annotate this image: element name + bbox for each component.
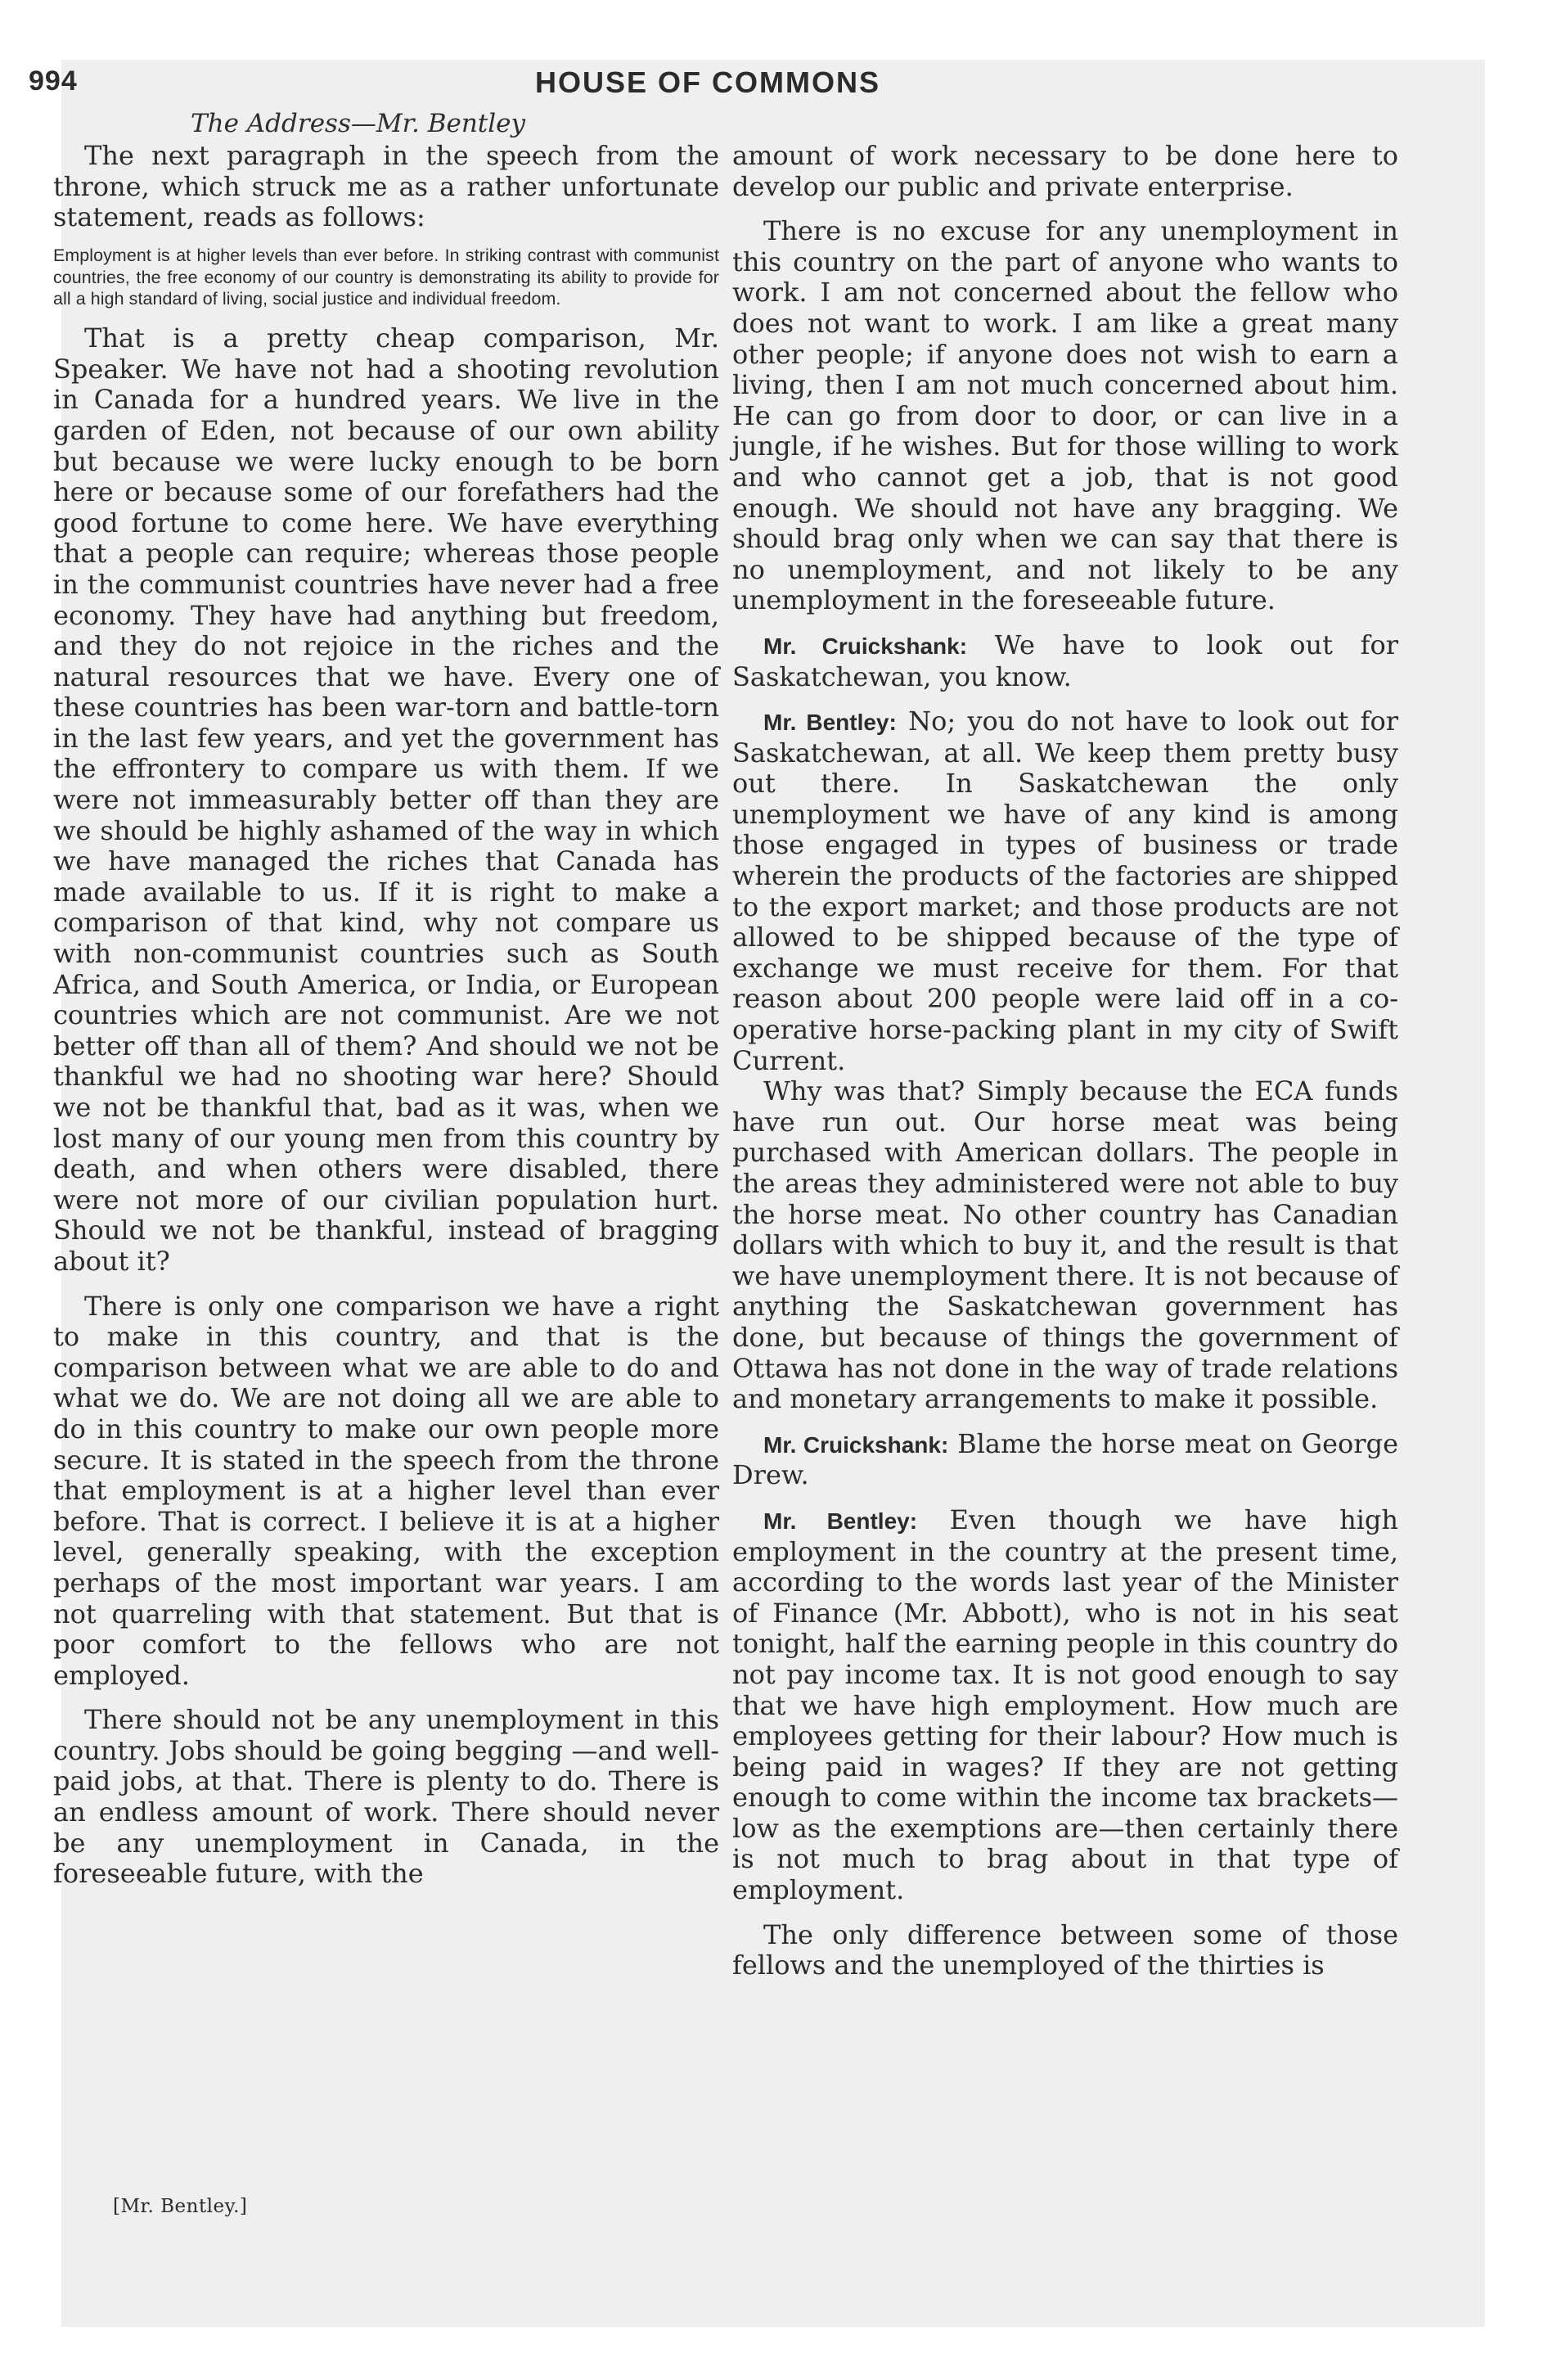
paragraph: Why was that? Simply because the ECA funds have run out. Our horse meat was being purchased with American dollars. The people in the areas they administered were not able to buy the horse meat. No other country has Canadian dollars with which to buy it, and the result is that we have unemployment there. It is not because of anything the Saskatchewan government has done, but because of things the government of Ottawa has not done in the way of trade relations and monetary arrangements to make it possible. (732, 1075, 1398, 1415)
right-column (732, 141, 1398, 1981)
footer-speaker-ref: [Mr. Bentley.] (113, 2196, 248, 2217)
speech-entry (732, 1505, 1398, 1906)
paragraph: The next paragraph in the speech from the throne, which struck me as a rather unfortunate statement, reads as follows: (53, 140, 719, 233)
paragraph: There should not be any unemployment in this country. Jobs should be going begging —and well-paid jobs, at that. There is plenty to do. There is an endless amount of work. There should never be any unemployment in Canada, in the foreseeable future, with the (53, 1704, 719, 1890)
paragraph: That is a pretty cheap comparison, Mr. Speaker. We have not had a shooting revolution in Canada for a hundred years. We live in the garden of Eden, not because of our own ability but because we were lucky enough to be born here or because some of our forefathers had the good fortune to come here. We have everything that a people can require; whereas those people in the communist countries have never had a free economy. They have had anything but freedom, and they do not rejoice in the riches and the natural resources that we have. Every one of these countries has been war-torn and battle-torn in the last few years, and yet the government has the effrontery to compare us with them. If we were not immeasurably better off than they are we should be highly ashamed of the way in which we have managed the riches that Canada has made available to us. If it is right to make a comparison of that kind, why not compare us with non-communist countries such as South Africa, and South America, or India, or European countries which are not communist. Are we not better off than all of them? And should we not be thankful we had no shooting war here? Should we not be thankful that, bad as it was, when we lost many of our young men from this country by death, and when others were disabled, there were not more of our civilian population hurt. Should we not be thankful, instead of bragging about it? (53, 322, 719, 1277)
speaker-name: Mr. Bentley: (763, 1508, 918, 1534)
page-number: 994 (29, 65, 78, 97)
speech-text: We have to look out for Saskatchewan, you know. (732, 629, 1399, 692)
paragraph: There is only one comparison we have a right to make in this country, and that is the comparison between what we are able to do and what we do. We are not doing all we are able to do in this country to make our own people more secure. It is stated in the speech from the throne that employment is at a higher level than ever before. That is correct. I believe it is at a higher level, generally speaking, with the exception perhaps of the most important war years. I am not quarreling with that statement. But that is poor comfort to the fellows who are not employed. (53, 1290, 719, 1691)
speech-text: Blame the horse meat on George Drew. (732, 1427, 1398, 1491)
speaker-name: Mr. Cruickshank: (763, 1431, 949, 1458)
left-column (53, 141, 719, 1890)
speech-text: Even though we have high employment in the country at the present time, according to the words last year of the Minister of Finance (Mr. Abbott), who is not in his seat tonight, half the earning people in this country do not pay income tax. It is not good enough to say that we have high employment. How much are employees getting for their labour? How much is being paid in wages? If they are not getting enough to come within the income tax brackets—low as the exemptions are—then certainly there is not much to brag about in that type of employment. (732, 1503, 1399, 1906)
page-header (29, 65, 1387, 115)
quote-paragraph: Employment is at higher levels than ever before. In striking contrast with communist countries, the free economy of our country is demonstrating its ability to provide for all a high standard of living, social justice and individual freedom. (53, 245, 719, 309)
speech-text: No; you do not have to look out for Saskatchewan, at all. We keep them pretty busy out there. In Saskatchewan the only unemployment we have of any kind is among those engaged in types of business or trade wherein the products of the factories are shipped to the export market; and those products are not allowed to be shipped because of the type of exchange we must receive for them. For that reason about 200 people were laid off in a co-operative horse-packing plant in my city of Swift Current. (732, 705, 1399, 1076)
speech-entry (732, 706, 1398, 1076)
speech-entry (732, 630, 1398, 692)
paragraph: There is no excuse for any unemployment in this country on the part of anyone who wants to work. I am not concerned about the fellow who does not want to work. I am like a great many other people; if anyone does not wish to earn a living, then I am not much concerned about him. He can go from door to door, or can live in a jungle, if he wishes. But for those willing to work and who cannot get a job, that is not good enough. We should not have any bragging. We should brag only when we can say that there is no unemployment, and not likely to be any unemployment in the foreseeable future. (732, 215, 1398, 616)
paragraph: amount of work necessary to be done here to develop our public and private enterprise. (732, 140, 1398, 202)
speaker-name: Mr. Bentley: (763, 710, 897, 736)
speech-entry (732, 1429, 1398, 1491)
quoted-text (53, 245, 719, 310)
journal-title: HOUSE OF COMMONS (534, 65, 880, 99)
paragraph: The only difference between some of those fellows and the unemployed of the thirties is (732, 1918, 1398, 1981)
speaker-name: Mr. Cruickshank: (763, 633, 968, 659)
running-head: The Address—Mr. Bentley (190, 109, 526, 138)
